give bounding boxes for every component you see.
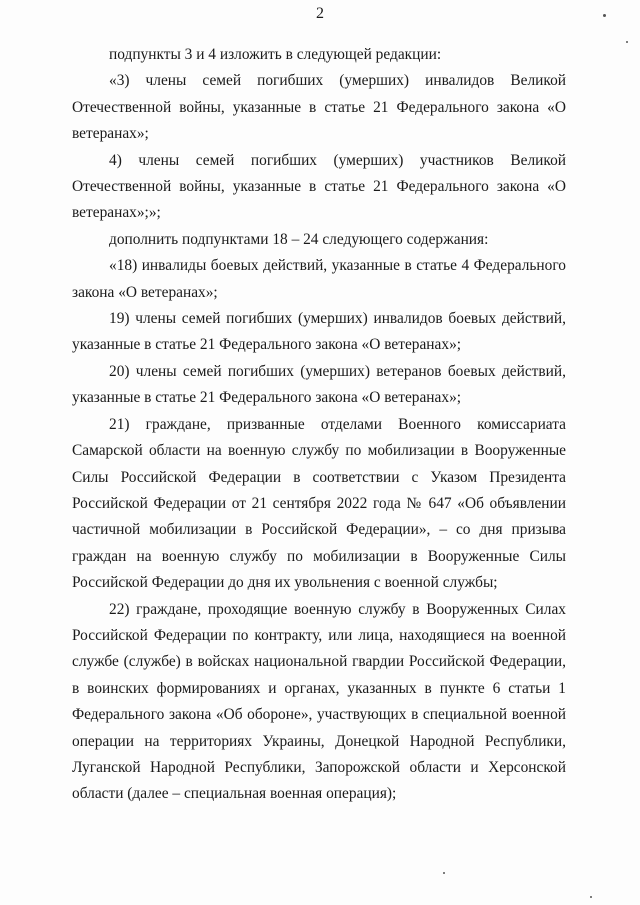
paragraph-intro-items-3-4: подпункты 3 и 4 изложить в следующей редакции: [109,46,442,63]
paragraph-intro-items-18-24: дополнить подпунктами 18 – 24 следующего содержания: [109,230,489,248]
paragraph-item-22: 22) граждане, проходящие военную службу в Вооруженных Силах Российской Федерации по контракту, или лица, находящиеся на военной службе (службе) в войсках национальной гвардии Российской Федерации, в воинских формированиях и органах, указанных в пункте 6 статьи 1 Федерального закона «Об обороне», участвующих в специальной военной операции на территориях Украины, Донецкой Народной Республики, Луганской Народной Республики, Запорожской области и Херсонской области (далее – специальная военная операция); [72,600,566,803]
paragraph-item-19: 19) члены семей погибших (умерших) инвалидов боевых действий, указанные в статье 21 Федерального закона «О ветеранах»; [72,310,566,354]
paragraph-item-3: «3) члены семей погибших (умерших) инвалидов Великой Отечественной войны, указанные в статье 21 Федерального закона «О ветеранах»; [72,72,566,143]
paragraph-item-4: 4) члены семей погибших (умерших) участников Великой Отечественной войны, указанные в статье 21 Федерального закона «О ветеранах»;»; [72,151,566,222]
document-body [72,42,566,808]
page-number: 2 [316,5,324,22]
paragraph-item-20: 20) члены семей погибших (умерших) ветеранов боевых действий, указанные в статье 21 Федерального закона «О ветеранах»; [72,362,566,407]
scan-speck [590,896,592,898]
scan-speck [443,872,445,874]
scan-speck [603,14,606,17]
paragraph-item-18: «18) инвалиды боевых действий, указанные в статье 4 Федерального закона «О ветеранах»; [72,257,566,301]
scan-speck [626,41,628,43]
paragraph-item-21: 21) граждане, призванные отделами Военного комиссариата Самарской области на военную службу по мобилизации в Вооруженные Силы Российской Федерации в соответствии с Указом Президента Российской Федерации от 21 сентября 2022 года № 647 «Об объявлении частичной мобилизации в Российской Федерации», – со дня призыва граждан на военную службу по мобилизации в Вооруженные Силы Российской Федерации до дня их увольнения с военной службы; [72,415,566,592]
